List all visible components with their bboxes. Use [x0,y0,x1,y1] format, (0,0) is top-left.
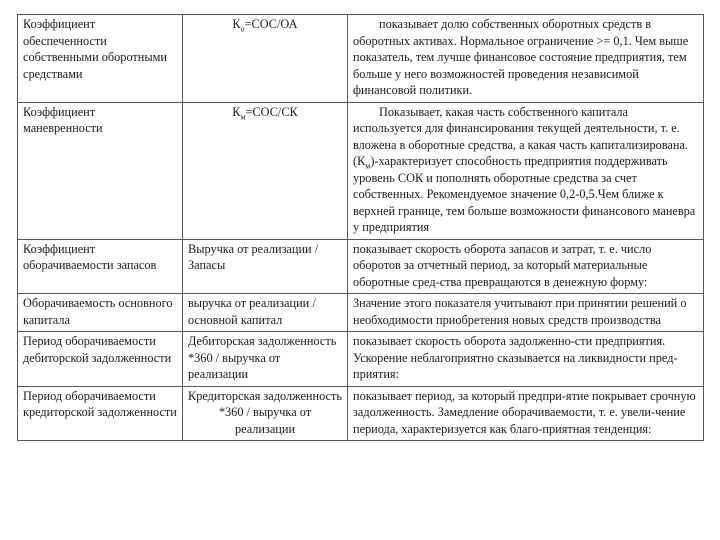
ratio-name-cell: Коэффициент маневренности [18,102,183,239]
ratio-name-cell: Коэффициент обеспеченности собственными оборотными средствами [18,15,183,103]
ratio-description-cell: показывает скорость оборота запасов и затрат, т. е. число оборотов за отчетный период, за который материальные оборотные сред-ства превращаются в денежную форму: [348,239,704,294]
financial-ratios-table [17,14,704,441]
description-subscript: м [365,161,371,171]
description-text-rest: )-характеризует способность предприятия поддерживать уровень СОК и пополнять оборотные средства за счет собственных. Рекомендуемое значение 0,2-0,5.Чем ближе к верхней границе, тем больше возможности финансового маневра у предприятия [353,154,696,234]
ratio-description-cell: показывает период, за который предпри-ятие покрывает срочную задолженность. Замедление оборачиваемости, т. е. увели-чение периода, характеризуется как благо-приятная тенденция: [348,386,704,441]
ratio-formula-cell [183,15,348,103]
document-page [17,14,703,441]
ratio-formula-cell: Дебиторская задолженность *360 / выручка от реализации [183,332,348,387]
table-row [18,294,704,332]
formula-subscript: о [240,24,245,34]
table-row [18,102,704,239]
formula-subscript: м [240,111,246,121]
ratio-description-cell: Значение этого показателя учитывают при принятии решений о необходимости приобретения новых средств производства [348,294,704,332]
ratio-formula-cell: Выручка от реализации /Запасы [183,239,348,294]
formula-suffix: =СОС/СК [245,104,298,119]
ratio-description-cell: показывает долю собственных оборотных средств в оборотных активах. Нормальное ограничение >= 0,1. Чем выше показатель, тем лучше финансовое состояние предприятия, тем больше у него возможностей проведения независимой финансовой политики. [348,15,704,103]
table-row [18,332,704,387]
ratio-formula-cell: выручка от реализации / основной капитал [183,294,348,332]
ratio-description-cell [348,102,704,239]
ratio-name-cell: Коэффициент оборачиваемости запасов [18,239,183,294]
table-row [18,386,704,441]
formula-suffix: =СОС/ОА [244,17,298,31]
ratio-name-cell: Период оборачиваемости дебиторской задолженности [18,332,183,387]
formula-prefix: К [232,104,241,119]
ratio-formula-cell: Кредиторская задолженность *360 / выручка от реализации [183,386,348,441]
ratio-name-cell: Оборачиваемость основного капитала [18,294,183,332]
table-row [18,239,704,294]
ratio-description-cell: показывает скорость оборота задолженно-сти предприятия. Ускорение неблагоприятно сказывается на ликвидности пред-приятия: [348,332,704,387]
table-row [18,15,704,103]
description-text: Показывает, какая часть собственного капитала используется для финансирования текущей деятельности, т. е. вложена в оборотные средства, а какая часть капитализирована. (К [353,104,688,168]
ratio-name-cell: Период оборачиваемости кредиторской задолженности [18,386,183,441]
ratio-formula-cell [183,102,348,239]
formula-prefix: К [232,17,241,31]
